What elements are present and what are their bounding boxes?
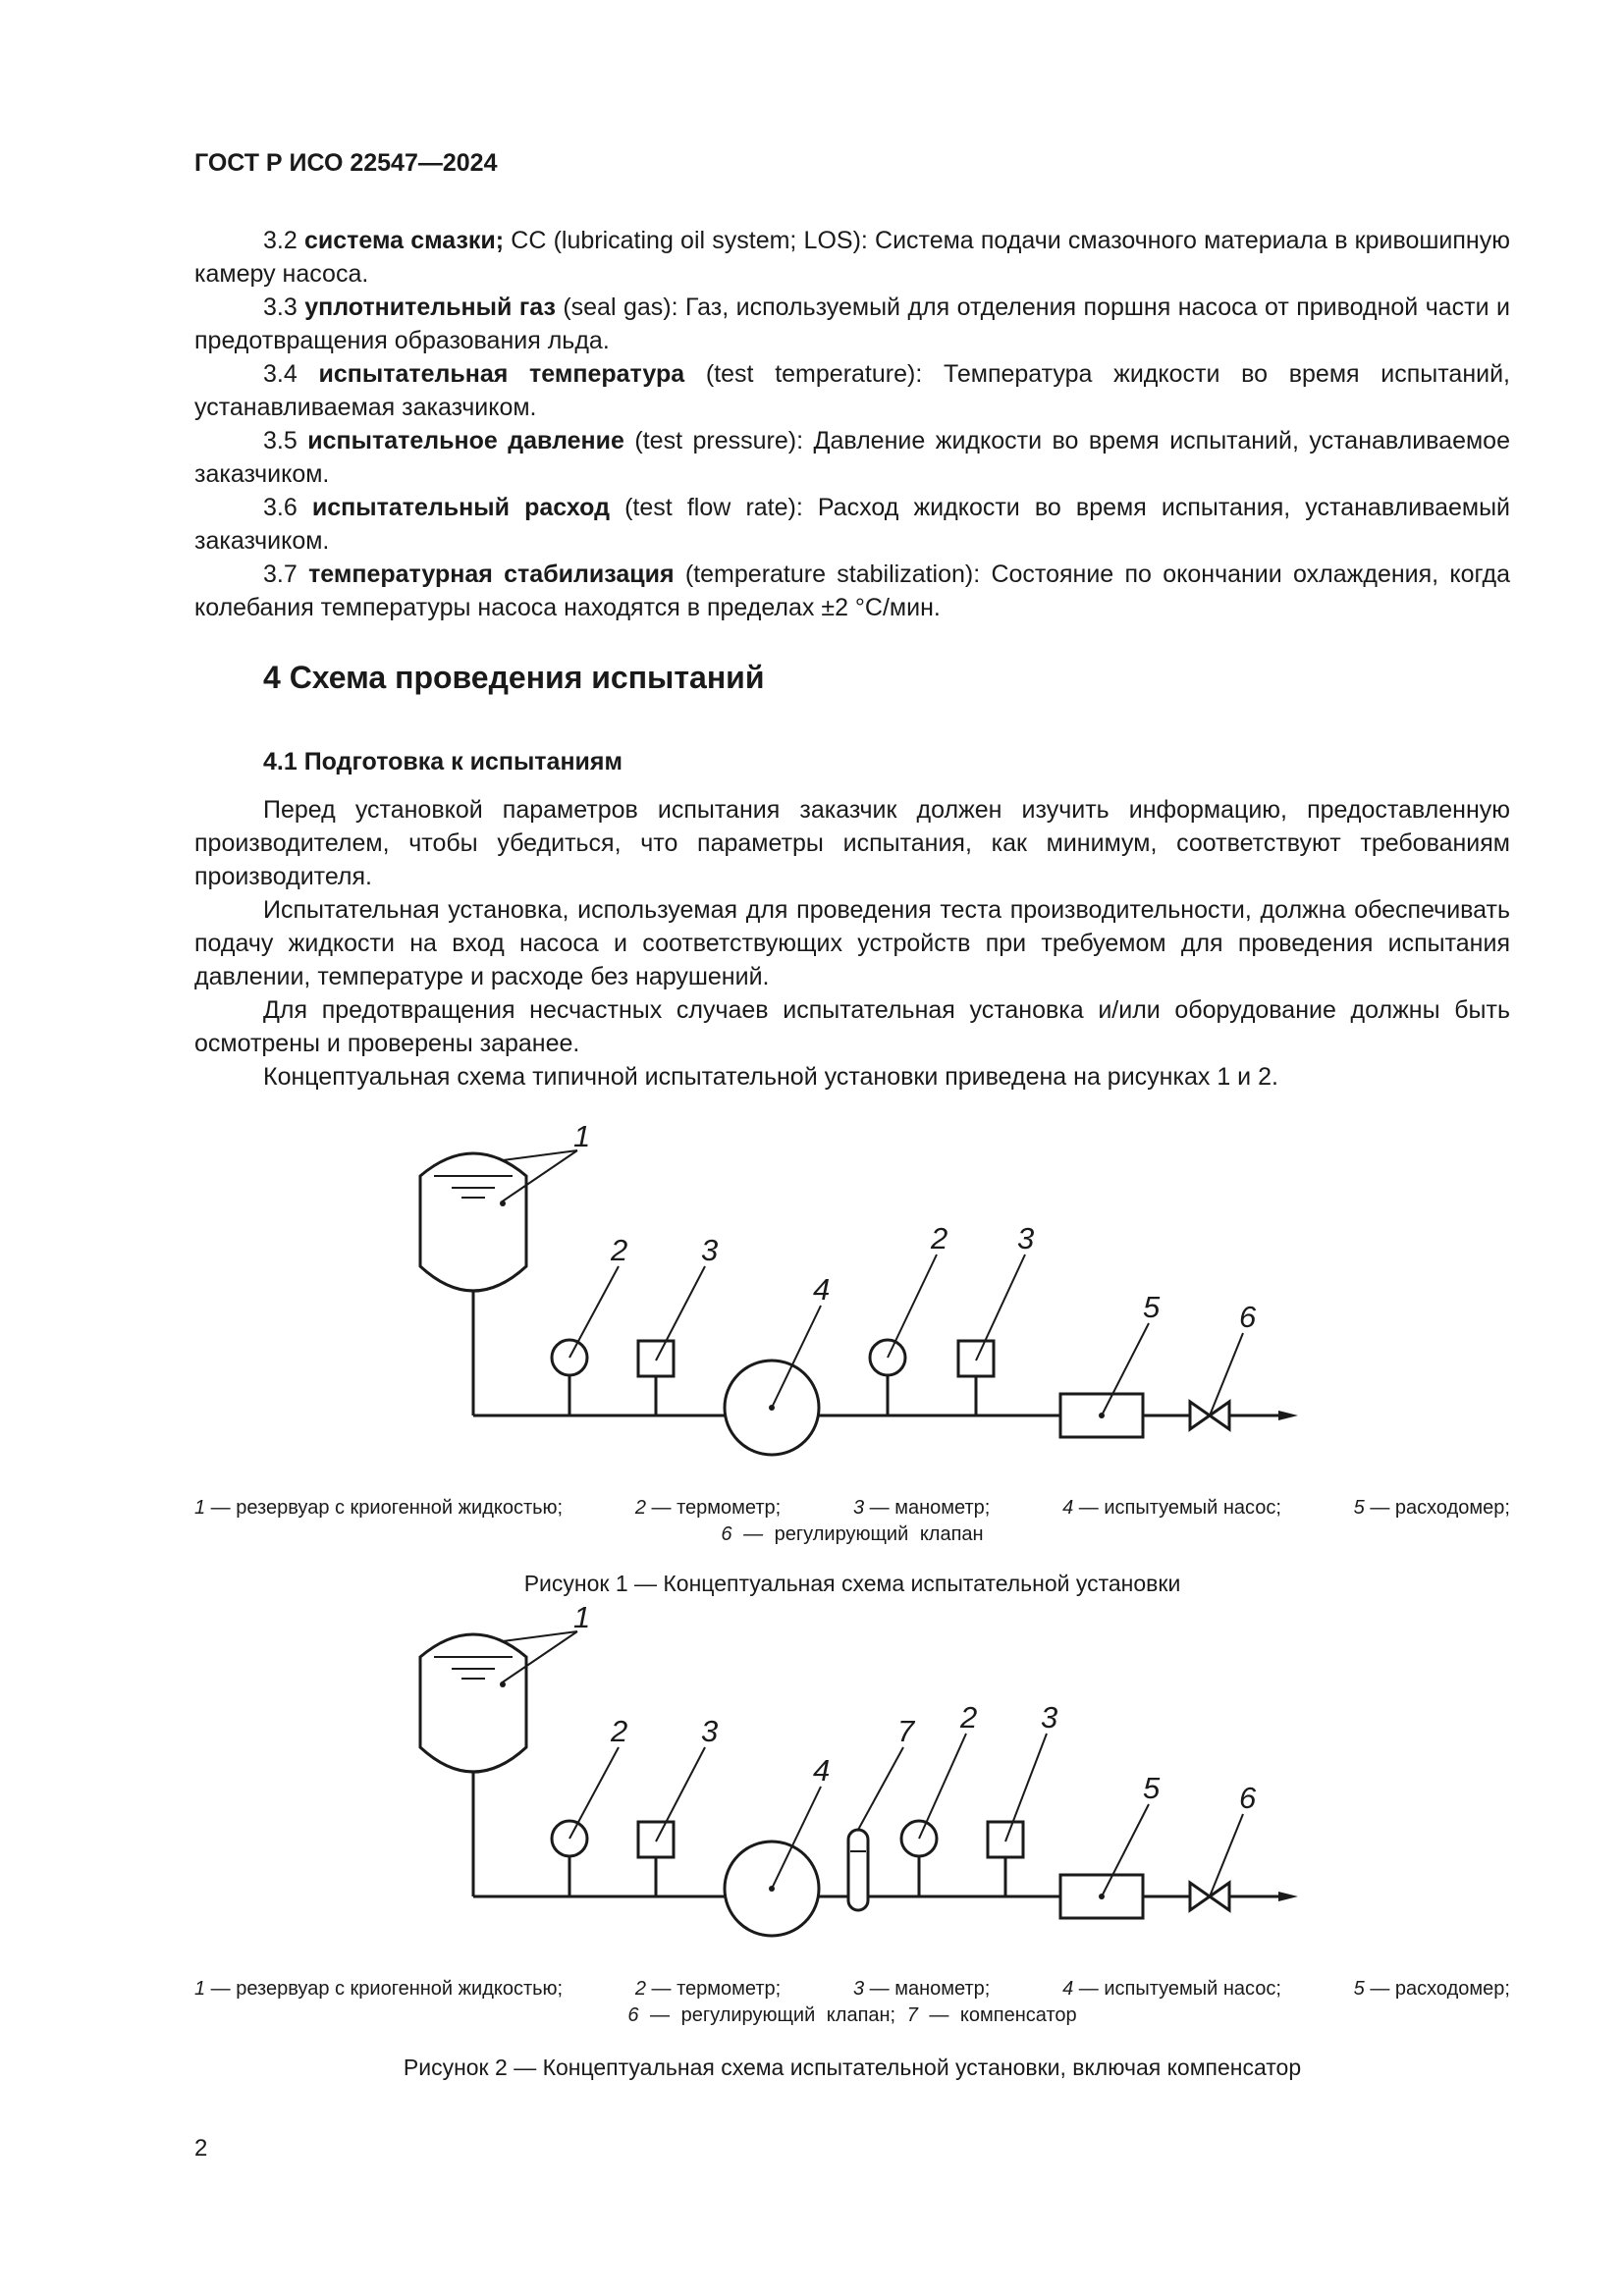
label-valve: 6 xyxy=(1239,1781,1257,1815)
label-manometer: 3 xyxy=(1017,1221,1035,1255)
leader-dot xyxy=(500,1201,506,1206)
legend-item: 2 — термометр; xyxy=(634,1497,782,1519)
figure-1 xyxy=(0,1109,1624,1522)
term-definition: (test pressure): Давление жидкости во время испытаний, устанавливаемое заказчиком. xyxy=(194,427,1510,488)
leader-line xyxy=(888,1255,937,1358)
term-name: уплотнительный газ xyxy=(304,294,556,321)
figure-1-caption: Рисунок 1 — Концептуальная схема испытательной установки xyxy=(523,1571,1181,1596)
legend-line xyxy=(194,1495,1510,1522)
term-name: испытательная температура xyxy=(318,360,685,388)
section-body xyxy=(194,793,1510,1094)
control-valve xyxy=(1190,1402,1210,1429)
paragraph: Концептуальная схема типичной испытательной установки приведена на рисунках 1 и 2. xyxy=(263,1063,1278,1091)
compensator xyxy=(848,1830,868,1910)
legend-item: 4 — испытуемый насос; xyxy=(1062,1978,1281,2000)
term-definition: СС (lubricating oil system; LOS): Система подачи смазочного материала в кривошипную камеру насоса. xyxy=(194,227,1510,288)
label-manometer: 3 xyxy=(701,1714,719,1748)
leader-line xyxy=(656,1747,705,1842)
legend-line xyxy=(194,1522,1510,1548)
term-name: испытательный расход xyxy=(311,494,610,521)
leader-line xyxy=(919,1734,966,1839)
figure-1-legend xyxy=(194,1495,1510,1548)
label-tank: 1 xyxy=(573,1600,591,1634)
legend-item: 1 — резервуар с криогенной жидкостью; xyxy=(194,1978,564,2000)
term-3-3 xyxy=(194,291,1510,357)
leader-dot xyxy=(1099,1413,1105,1418)
control-valve xyxy=(1190,1883,1210,1910)
term-definition: (test flow rate): Расход жидкости во время испытания, устанавливаемый заказчиком. xyxy=(194,494,1511,555)
leader-dot xyxy=(769,1886,775,1892)
term-number: 3.5 xyxy=(263,427,298,454)
terms-block xyxy=(194,224,1510,624)
outlet-arrow xyxy=(1278,1411,1298,1420)
label-pump: 4 xyxy=(813,1272,831,1307)
term-number: 3.3 xyxy=(263,294,298,321)
page-number: 2 xyxy=(194,2135,208,2162)
paragraph: Испытательная установка, используемая для проведения теста производительности, должна обеспечивать подачу жидкости на вход насоса и соответствующих устройств при требуемом для проведения испытания давлении, температуре и расходе без нарушений. xyxy=(194,896,1510,990)
term-3-6 xyxy=(194,491,1510,558)
legend-item: 2 — термометр; xyxy=(634,1978,782,2000)
term-definition: (seal gas): Газ, используемый для отделения поршня насоса от приводной части и предотвращения образования льда. xyxy=(194,294,1510,354)
legend-item: 1 — резервуар с криогенной жидкостью; xyxy=(194,1497,564,1519)
leader-line xyxy=(656,1266,705,1361)
label-pump: 4 xyxy=(813,1753,831,1788)
label-manometer: 3 xyxy=(1041,1700,1058,1735)
legend-item: 6 — регулирующий клапан xyxy=(721,1523,984,1545)
term-name: система смазки; xyxy=(303,227,505,254)
term-name: температурная стабилизация xyxy=(308,561,675,588)
label-compensator: 7 xyxy=(897,1714,915,1748)
legend-item: 7 — компенсатор xyxy=(906,2004,1077,2026)
figure-2-caption: Рисунок 2 — Концептуальная схема испытательной установки, включая компенсатор xyxy=(403,2055,1302,2080)
term-3-2 xyxy=(194,224,1510,291)
term-3-7 xyxy=(194,558,1510,624)
term-number: 3.6 xyxy=(263,494,298,521)
term-name: испытательное давление xyxy=(307,427,624,454)
term-number: 3.7 xyxy=(263,561,298,588)
legend-item: 3 — манометр; xyxy=(852,1497,991,1519)
leader-dot xyxy=(1099,1894,1105,1899)
term-definition: (test temperature): Температура жидкости во время испытаний, устанавливаемая заказчиком. xyxy=(194,360,1510,421)
tank-outline xyxy=(420,1634,526,1772)
legend-item: 5 — расходомер; xyxy=(1353,1978,1510,2000)
label-thermometer: 2 xyxy=(611,1233,628,1267)
legend-item: 5 — расходомер; xyxy=(1353,1497,1510,1519)
document-id-header: ГОСТ Р ИСО 22547—2024 xyxy=(194,149,498,177)
leader-line xyxy=(569,1266,619,1358)
legend-item: 4 — испытуемый насос; xyxy=(1062,1497,1281,1519)
figure-2-diagram xyxy=(0,1590,1624,2002)
leader-line xyxy=(976,1255,1025,1361)
label-manometer: 3 xyxy=(701,1233,719,1267)
leader-dot xyxy=(500,1682,506,1687)
label-flowmeter: 5 xyxy=(1143,1290,1161,1324)
figure-2 xyxy=(0,1590,1624,2002)
legend-item: 3 — манометр; xyxy=(852,1978,991,2000)
legend-line xyxy=(194,2002,1510,2029)
paragraph: Для предотвращения несчастных случаев испытательная установка и/или оборудование должны быть осмотрены и проверены заранее. xyxy=(194,996,1510,1057)
figure-1-diagram xyxy=(0,1109,1624,1522)
legend-item: 6 — регулирующий клапан; xyxy=(627,2004,896,2026)
label-flowmeter: 5 xyxy=(1143,1771,1161,1805)
term-number: 3.4 xyxy=(263,360,298,388)
leader-dot xyxy=(769,1405,775,1411)
leader-line xyxy=(858,1747,903,1830)
outlet-arrow xyxy=(1278,1892,1298,1901)
term-3-4 xyxy=(194,357,1510,424)
label-thermometer: 2 xyxy=(960,1700,978,1735)
section-heading: 4 Схема проведения испытаний xyxy=(263,660,765,695)
label-thermometer: 2 xyxy=(611,1714,628,1748)
figure-2-legend xyxy=(194,1976,1510,2029)
tank-outline xyxy=(420,1153,526,1291)
label-thermometer: 2 xyxy=(931,1221,948,1255)
term-number: 3.2 xyxy=(263,227,298,254)
leader-line xyxy=(569,1747,619,1839)
term-3-5 xyxy=(194,424,1510,491)
legend-line xyxy=(194,1976,1510,2002)
label-valve: 6 xyxy=(1239,1300,1257,1334)
term-definition: (temperature stabilization): Состояние по окончании охлаждения, когда колебания температуры насоса находятся в пределах ±2 °С/мин. xyxy=(194,561,1510,621)
subsection-heading: 4.1 Подготовка к испытаниям xyxy=(263,748,623,775)
paragraph: Перед установкой параметров испытания заказчик должен изучить информацию, предоставленную производителем, чтобы убедиться, что параметры испытания, как минимум, соответствуют требованиям производителя. xyxy=(194,796,1510,890)
leader-line xyxy=(1005,1734,1047,1842)
label-tank: 1 xyxy=(573,1119,591,1153)
